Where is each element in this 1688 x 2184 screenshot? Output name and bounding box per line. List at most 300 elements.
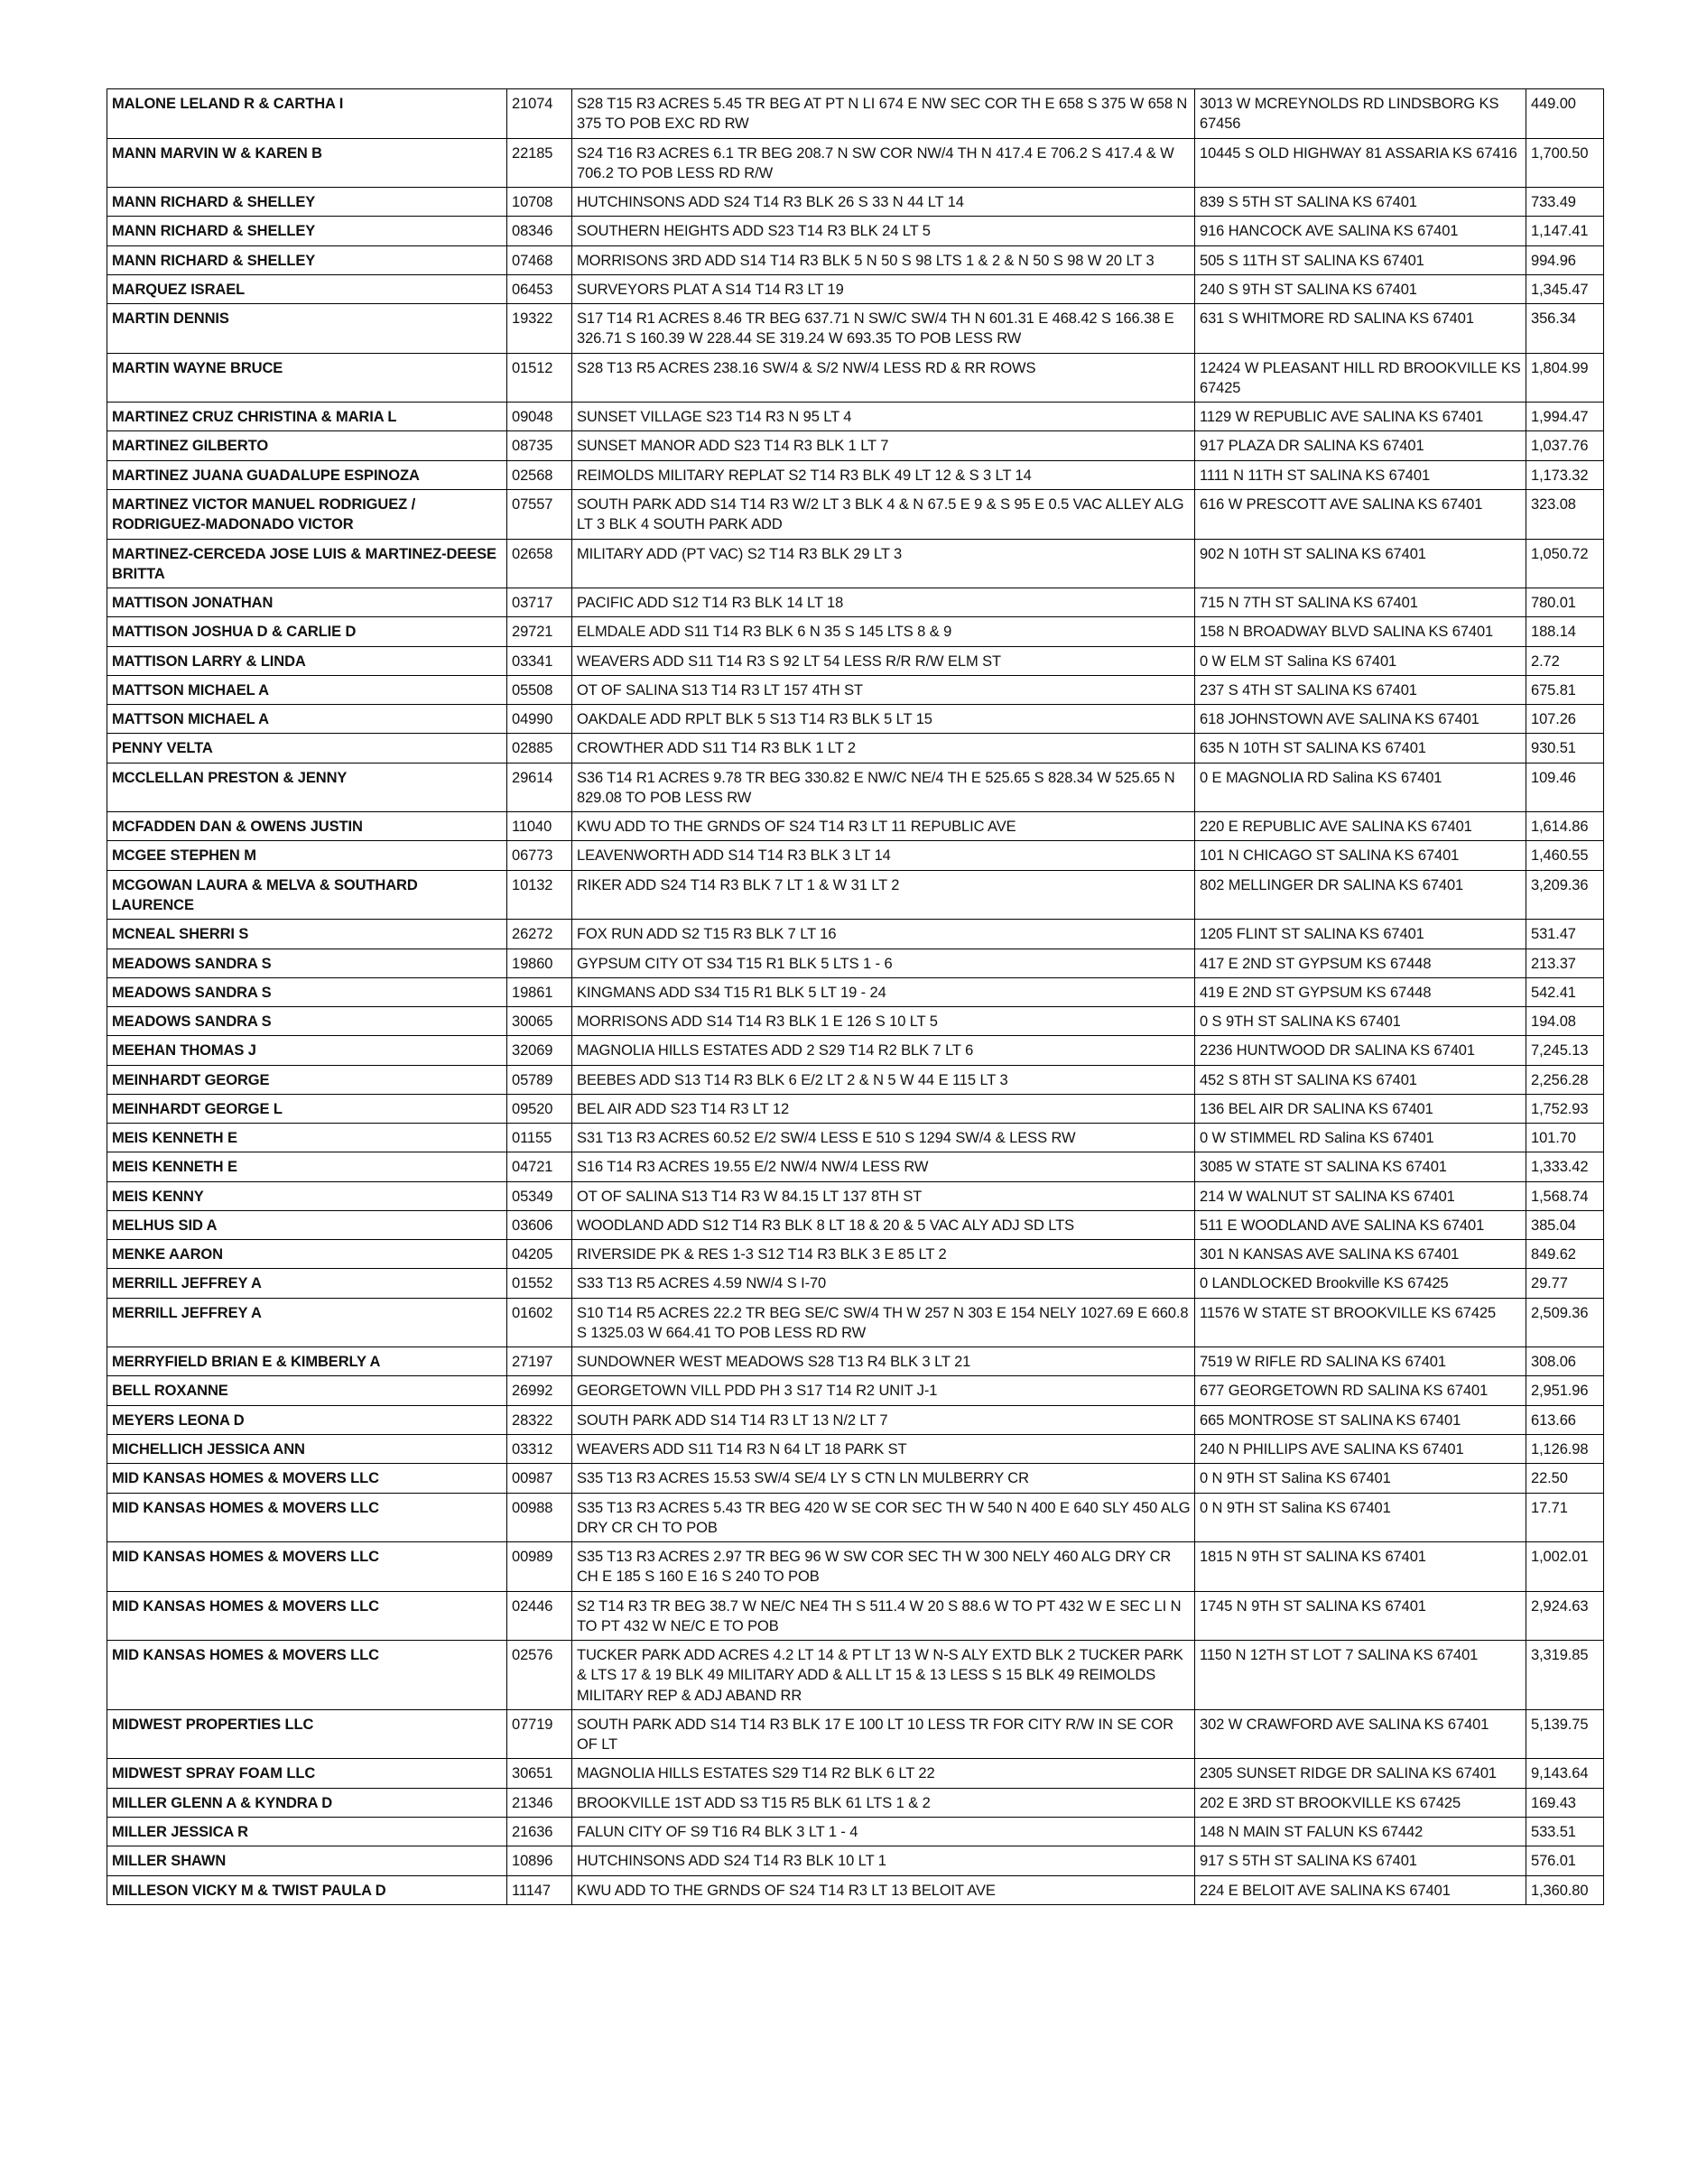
property-address-cell: 0 LANDLOCKED Brookville KS 67425 [1195,1269,1526,1298]
property-address-cell: 237 S 4TH ST SALINA KS 67401 [1195,675,1526,704]
owner-name-cell: PENNY VELTA [107,734,507,763]
tax-amount-cell: 22.50 [1526,1464,1604,1493]
tax-amount-cell: 1,460.55 [1526,841,1604,870]
legal-description-cell: S35 T13 R3 ACRES 5.43 TR BEG 420 W SE COR SEC TH W 540 N 400 E 640 SLY 450 ALG DRY CR CH TO POB [572,1493,1195,1542]
legal-description-cell: BEEBES ADD S13 T14 R3 BLK 6 E/2 LT 2 & N 5 W 44 E 115 LT 3 [572,1065,1195,1094]
account-number-cell: 07468 [507,245,572,274]
owner-name-cell: MID KANSAS HOMES & MOVERS LLC [107,1542,507,1592]
property-address-cell: 917 S 5TH ST SALINA KS 67401 [1195,1846,1526,1875]
legal-description-cell: HUTCHINSONS ADD S24 T14 R3 BLK 10 LT 1 [572,1846,1195,1875]
legal-description-cell: OT OF SALINA S13 T14 R3 LT 157 4TH ST [572,675,1195,704]
owner-name-cell: MEADOWS SANDRA S [107,1007,507,1036]
property-address-cell: 1815 N 9TH ST SALINA KS 67401 [1195,1542,1526,1592]
table-row [107,1094,1604,1123]
table-row [107,489,1604,539]
property-address-cell: 0 W ELM ST Salina KS 67401 [1195,646,1526,675]
account-number-cell: 26272 [507,920,572,949]
owner-name-cell: MCCLELLAN PRESTON & JENNY [107,763,507,812]
owner-name-cell: BELL ROXANNE [107,1376,507,1405]
table-row [107,870,1604,920]
property-address-cell: 635 N 10TH ST SALINA KS 67401 [1195,734,1526,763]
tax-amount-cell: 385.04 [1526,1210,1604,1239]
account-number-cell: 01512 [507,353,572,403]
tax-amount-cell: 930.51 [1526,734,1604,763]
owner-name-cell: MEINHARDT GEORGE [107,1065,507,1094]
legal-description-cell: OAKDALE ADD RPLT BLK 5 S13 T14 R3 BLK 5 LT 15 [572,705,1195,734]
property-address-cell: 419 E 2ND ST GYPSUM KS 67448 [1195,977,1526,1006]
property-address-cell: 839 S 5TH ST SALINA KS 67401 [1195,188,1526,217]
tax-amount-cell: 1,345.47 [1526,274,1604,303]
property-address-cell: 417 E 2ND ST GYPSUM KS 67448 [1195,949,1526,977]
tax-amount-cell: 1,994.47 [1526,403,1604,431]
property-address-cell: 452 S 8TH ST SALINA KS 67401 [1195,1065,1526,1094]
legal-description-cell: S24 T16 R3 ACRES 6.1 TR BEG 208.7 N SW COR NW/4 TH N 417.4 E 706.2 S 417.4 & W 706.2 TO POB LESS RD R/W [572,138,1195,188]
tax-amount-cell: 2,509.36 [1526,1298,1604,1347]
table-row [107,763,1604,812]
tax-amount-cell: 9,143.64 [1526,1759,1604,1788]
account-number-cell: 02658 [507,539,572,588]
property-address-cell: 0 S 9TH ST SALINA KS 67401 [1195,1007,1526,1036]
property-address-cell: 214 W WALNUT ST SALINA KS 67401 [1195,1181,1526,1210]
owner-name-cell: MIDWEST SPRAY FOAM LLC [107,1759,507,1788]
legal-description-cell: WOODLAND ADD S12 T14 R3 BLK 8 LT 18 & 20 & 5 VAC ALY ADJ SD LTS [572,1210,1195,1239]
legal-description-cell: S28 T15 R3 ACRES 5.45 TR BEG AT PT N LI 674 E NW SEC COR TH E 658 S 375 W 658 N 375 TO POB EXC RD RW [572,89,1195,139]
tax-amount-cell: 1,147.41 [1526,217,1604,245]
tax-amount-cell: 1,173.32 [1526,460,1604,489]
tax-amount-cell: 213.37 [1526,949,1604,977]
owner-name-cell: MENKE AARON [107,1240,507,1269]
tax-amount-cell: 107.26 [1526,705,1604,734]
owner-name-cell: MILLER GLENN A & KYNDRA D [107,1788,507,1817]
tax-amount-cell: 3,209.36 [1526,870,1604,920]
account-number-cell: 26992 [507,1376,572,1405]
account-number-cell: 10708 [507,188,572,217]
tax-amount-cell: 542.41 [1526,977,1604,1006]
table-row [107,1464,1604,1493]
tax-amount-cell: 1,126.98 [1526,1435,1604,1464]
tax-amount-cell: 1,360.80 [1526,1875,1604,1904]
legal-description-cell: GEORGETOWN VILL PDD PH 3 S17 T14 R2 UNIT J-1 [572,1376,1195,1405]
owner-name-cell: MILLER SHAWN [107,1846,507,1875]
account-number-cell: 03341 [507,646,572,675]
property-address-cell: 677 GEORGETOWN RD SALINA KS 67401 [1195,1376,1526,1405]
table-row [107,705,1604,734]
account-number-cell: 01155 [507,1124,572,1152]
legal-description-cell: FOX RUN ADD S2 T15 R3 BLK 7 LT 16 [572,920,1195,949]
tax-amount-cell: 1,050.72 [1526,539,1604,588]
owner-name-cell: MARTINEZ CRUZ CHRISTINA & MARIA L [107,403,507,431]
table-row [107,1007,1604,1036]
account-number-cell: 02446 [507,1591,572,1641]
owner-name-cell: MID KANSAS HOMES & MOVERS LLC [107,1591,507,1641]
table-row [107,977,1604,1006]
legal-description-cell: SOUTH PARK ADD S14 T14 R3 LT 13 N/2 LT 7 [572,1405,1195,1434]
owner-name-cell: MILLER JESSICA R [107,1818,507,1846]
table-row [107,588,1604,617]
tax-amount-cell: 1,614.86 [1526,812,1604,841]
legal-description-cell: SURVEYORS PLAT A S14 T14 R3 LT 19 [572,274,1195,303]
table-row [107,188,1604,217]
account-number-cell: 05508 [507,675,572,704]
tax-amount-cell: 2,256.28 [1526,1065,1604,1094]
owner-name-cell: MATTSON MICHAEL A [107,705,507,734]
legal-description-cell: KWU ADD TO THE GRNDS OF S24 T14 R3 LT 13 BELOIT AVE [572,1875,1195,1904]
account-number-cell: 05349 [507,1181,572,1210]
legal-description-cell: TUCKER PARK ADD ACRES 4.2 LT 14 & PT LT 13 W N-S ALY EXTD BLK 2 TUCKER PARK & LTS 17 & 19 BLK 49 MILITARY ADD & ALL LT 15 & 13 LESS S 15 BLK 49 REIMOLDS MILITARY REP & ADJ ABAND RR [572,1641,1195,1710]
tax-amount-cell: 1,804.99 [1526,353,1604,403]
legal-description-cell: SOUTHERN HEIGHTS ADD S23 T14 R3 BLK 24 LT 5 [572,217,1195,245]
table-row [107,539,1604,588]
account-number-cell: 21636 [507,1818,572,1846]
account-number-cell: 32069 [507,1036,572,1065]
legal-description-cell: MILITARY ADD (PT VAC) S2 T14 R3 BLK 29 LT 3 [572,539,1195,588]
table-row [107,353,1604,403]
owner-name-cell: MCNEAL SHERRI S [107,920,507,949]
legal-description-cell: MORRISONS ADD S14 T14 R3 BLK 1 E 126 S 10 LT 5 [572,1007,1195,1036]
account-number-cell: 00989 [507,1542,572,1592]
account-number-cell: 19860 [507,949,572,977]
account-number-cell: 02885 [507,734,572,763]
property-address-cell: 917 PLAZA DR SALINA KS 67401 [1195,431,1526,460]
account-number-cell: 04990 [507,705,572,734]
table-row [107,304,1604,354]
legal-description-cell: S10 T14 R5 ACRES 22.2 TR BEG SE/C SW/4 TH W 257 N 303 E 154 NELY 1027.69 E 660.8 S 1325.03 W 664.41 TO POB LESS RD RW [572,1298,1195,1347]
property-address-cell: 11576 W STATE ST BROOKVILLE KS 67425 [1195,1298,1526,1347]
legal-description-cell: RIKER ADD S24 T14 R3 BLK 7 LT 1 & W 31 LT 2 [572,870,1195,920]
table-row [107,1298,1604,1347]
table-row [107,1788,1604,1817]
legal-description-cell: S36 T14 R1 ACRES 9.78 TR BEG 330.82 E NW/C NE/4 TH E 525.65 S 828.34 W 525.65 N 829.08 TO POB LESS RW [572,763,1195,812]
account-number-cell: 21346 [507,1788,572,1817]
property-address-cell: 12424 W PLEASANT HILL RD BROOKVILLE KS 67425 [1195,353,1526,403]
table-row [107,675,1604,704]
owner-name-cell: MID KANSAS HOMES & MOVERS LLC [107,1641,507,1710]
table-row [107,1818,1604,1846]
table-row [107,274,1604,303]
tax-amount-cell: 849.62 [1526,1240,1604,1269]
property-address-cell: 101 N CHICAGO ST SALINA KS 67401 [1195,841,1526,870]
legal-description-cell: WEAVERS ADD S11 T14 R3 S 92 LT 54 LESS R/R R/W ELM ST [572,646,1195,675]
table-row [107,646,1604,675]
owner-name-cell: MATTISON JONATHAN [107,588,507,617]
legal-description-cell: SUNSET MANOR ADD S23 T14 R3 BLK 1 LT 7 [572,431,1195,460]
property-address-cell: 1129 W REPUBLIC AVE SALINA KS 67401 [1195,403,1526,431]
property-address-cell: 240 N PHILLIPS AVE SALINA KS 67401 [1195,1435,1526,1464]
account-number-cell: 21074 [507,89,572,139]
tax-amount-cell: 1,037.76 [1526,431,1604,460]
tax-amount-cell: 613.66 [1526,1405,1604,1434]
table-row [107,1875,1604,1904]
delinquent-tax-table [107,88,1604,1905]
owner-name-cell: MARTIN WAYNE BRUCE [107,353,507,403]
table-body [107,89,1604,1905]
table-row [107,1210,1604,1239]
legal-description-cell: MAGNOLIA HILLS ESTATES S29 T14 R2 BLK 6 LT 22 [572,1759,1195,1788]
account-number-cell: 02576 [507,1641,572,1710]
property-address-cell: 505 S 11TH ST SALINA KS 67401 [1195,245,1526,274]
property-address-cell: 10445 S OLD HIGHWAY 81 ASSARIA KS 67416 [1195,138,1526,188]
owner-name-cell: MARTIN DENNIS [107,304,507,354]
account-number-cell: 11147 [507,1875,572,1904]
owner-name-cell: MALONE LELAND R & CARTHA I [107,89,507,139]
tax-amount-cell: 1,568.74 [1526,1181,1604,1210]
tax-amount-cell: 3,319.85 [1526,1641,1604,1710]
legal-description-cell: HUTCHINSONS ADD S24 T14 R3 BLK 26 S 33 N 44 LT 14 [572,188,1195,217]
owner-name-cell: MEIS KENNETH E [107,1124,507,1152]
table-row [107,812,1604,841]
account-number-cell: 00988 [507,1493,572,1542]
property-address-cell: 715 N 7TH ST SALINA KS 67401 [1195,588,1526,617]
property-address-cell: 802 MELLINGER DR SALINA KS 67401 [1195,870,1526,920]
account-number-cell: 08735 [507,431,572,460]
tax-amount-cell: 2,951.96 [1526,1376,1604,1405]
property-address-cell: 0 N 9TH ST Salina KS 67401 [1195,1493,1526,1542]
table-row [107,1709,1604,1759]
property-address-cell: 0 W STIMMEL RD Salina KS 67401 [1195,1124,1526,1152]
table-row [107,89,1604,139]
tax-amount-cell: 533.51 [1526,1818,1604,1846]
account-number-cell: 03312 [507,1435,572,1464]
legal-description-cell: S33 T13 R5 ACRES 4.59 NW/4 S I-70 [572,1269,1195,1298]
table-row [107,920,1604,949]
owner-name-cell: MANN RICHARD & SHELLEY [107,217,507,245]
owner-name-cell: MEADOWS SANDRA S [107,949,507,977]
property-address-cell: 220 E REPUBLIC AVE SALINA KS 67401 [1195,812,1526,841]
tax-amount-cell: 2.72 [1526,646,1604,675]
property-address-cell: 1745 N 9TH ST SALINA KS 67401 [1195,1591,1526,1641]
legal-description-cell: S16 T14 R3 ACRES 19.55 E/2 NW/4 NW/4 LESS RW [572,1152,1195,1181]
tax-amount-cell: 994.96 [1526,245,1604,274]
account-number-cell: 29614 [507,763,572,812]
account-number-cell: 04205 [507,1240,572,1269]
property-address-cell: 158 N BROADWAY BLVD SALINA KS 67401 [1195,617,1526,646]
property-address-cell: 631 S WHITMORE RD SALINA KS 67401 [1195,304,1526,354]
owner-name-cell: MARTINEZ VICTOR MANUEL RODRIGUEZ / RODRIGUEZ-MADONADO VICTOR [107,489,507,539]
tax-amount-cell: 449.00 [1526,89,1604,139]
legal-description-cell: SOUTH PARK ADD S14 T14 R3 W/2 LT 3 BLK 4 & N 67.5 E 9 & S 95 E 0.5 VAC ALLEY ALG LT 3 BLK 4 SOUTH PARK ADD [572,489,1195,539]
owner-name-cell: MATTSON MICHAEL A [107,675,507,704]
table-row [107,1591,1604,1641]
owner-name-cell: MID KANSAS HOMES & MOVERS LLC [107,1493,507,1542]
owner-name-cell: MERRILL JEFFREY A [107,1298,507,1347]
legal-description-cell: SOUTH PARK ADD S14 T14 R3 BLK 17 E 100 LT 10 LESS TR FOR CITY R/W IN SE COR OF LT [572,1709,1195,1759]
tax-amount-cell: 7,245.13 [1526,1036,1604,1065]
tax-amount-cell: 17.71 [1526,1493,1604,1542]
account-number-cell: 08346 [507,217,572,245]
account-number-cell: 28322 [507,1405,572,1434]
tax-amount-cell: 169.43 [1526,1788,1604,1817]
delinquent-tax-list-page [107,88,1587,1905]
tax-amount-cell: 780.01 [1526,588,1604,617]
legal-description-cell: S35 T13 R3 ACRES 15.53 SW/4 SE/4 LY S CTN LN MULBERRY CR [572,1464,1195,1493]
table-row [107,1493,1604,1542]
property-address-cell: 148 N MAIN ST FALUN KS 67442 [1195,1818,1526,1846]
table-row [107,403,1604,431]
owner-name-cell: MCGOWAN LAURA & MELVA & SOUTHARD LAURENCE [107,870,507,920]
table-row [107,1036,1604,1065]
property-address-cell: 202 E 3RD ST BROOKVILLE KS 67425 [1195,1788,1526,1817]
account-number-cell: 10132 [507,870,572,920]
legal-description-cell: S2 T14 R3 TR BEG 38.7 W NE/C NE4 TH S 511.4 W 20 S 88.6 W TO PT 432 W E SEC LI N TO PT 432 W NE/C E TO POB [572,1591,1195,1641]
account-number-cell: 02568 [507,460,572,489]
account-number-cell: 01602 [507,1298,572,1347]
legal-description-cell: KINGMANS ADD S34 T15 R1 BLK 5 LT 19 - 24 [572,977,1195,1006]
legal-description-cell: FALUN CITY OF S9 T16 R4 BLK 3 LT 1 - 4 [572,1818,1195,1846]
account-number-cell: 06453 [507,274,572,303]
owner-name-cell: MARTINEZ-CERCEDA JOSE LUIS & MARTINEZ-DEESE BRITTA [107,539,507,588]
owner-name-cell: MANN RICHARD & SHELLEY [107,188,507,217]
owner-name-cell: MEINHARDT GEORGE L [107,1094,507,1123]
owner-name-cell: MCFADDEN DAN & OWENS JUSTIN [107,812,507,841]
account-number-cell: 10896 [507,1846,572,1875]
property-address-cell: 618 JOHNSTOWN AVE SALINA KS 67401 [1195,705,1526,734]
legal-description-cell: S31 T13 R3 ACRES 60.52 E/2 SW/4 LESS E 510 S 1294 SW/4 & LESS RW [572,1124,1195,1152]
legal-description-cell: ELMDALE ADD S11 T14 R3 BLK 6 N 35 S 145 LTS 8 & 9 [572,617,1195,646]
table-row [107,138,1604,188]
tax-amount-cell: 356.34 [1526,304,1604,354]
table-row [107,1759,1604,1788]
owner-name-cell: MID KANSAS HOMES & MOVERS LLC [107,1464,507,1493]
tax-amount-cell: 733.49 [1526,188,1604,217]
tax-amount-cell: 5,139.75 [1526,1709,1604,1759]
table-row [107,1641,1604,1710]
table-row [107,1542,1604,1592]
table-row [107,1124,1604,1152]
property-address-cell: 3013 W MCREYNOLDS RD LINDSBORG KS 67456 [1195,89,1526,139]
account-number-cell: 07719 [507,1709,572,1759]
account-number-cell: 03717 [507,588,572,617]
table-row [107,1347,1604,1376]
owner-name-cell: MARTINEZ JUANA GUADALUPE ESPINOZA [107,460,507,489]
property-address-cell: 136 BEL AIR DR SALINA KS 67401 [1195,1094,1526,1123]
account-number-cell: 05789 [507,1065,572,1094]
tax-amount-cell: 109.46 [1526,763,1604,812]
owner-name-cell: MIDWEST PROPERTIES LLC [107,1709,507,1759]
property-address-cell: 0 N 9TH ST Salina KS 67401 [1195,1464,1526,1493]
tax-amount-cell: 1,333.42 [1526,1152,1604,1181]
owner-name-cell: MARQUEZ ISRAEL [107,274,507,303]
table-row [107,1269,1604,1298]
owner-name-cell: MEIS KENNETH E [107,1152,507,1181]
owner-name-cell: MATTISON JOSHUA D & CARLIE D [107,617,507,646]
property-address-cell: 916 HANCOCK AVE SALINA KS 67401 [1195,217,1526,245]
table-row [107,1376,1604,1405]
property-address-cell: 2236 HUNTWOOD DR SALINA KS 67401 [1195,1036,1526,1065]
table-row [107,245,1604,274]
account-number-cell: 22185 [507,138,572,188]
owner-name-cell: MEADOWS SANDRA S [107,977,507,1006]
account-number-cell: 30651 [507,1759,572,1788]
tax-amount-cell: 1,002.01 [1526,1542,1604,1592]
legal-description-cell: OT OF SALINA S13 T14 R3 W 84.15 LT 137 8TH ST [572,1181,1195,1210]
legal-description-cell: REIMOLDS MILITARY REPLAT S2 T14 R3 BLK 49 LT 12 & S 3 LT 14 [572,460,1195,489]
property-address-cell: 665 MONTROSE ST SALINA KS 67401 [1195,1405,1526,1434]
account-number-cell: 01552 [507,1269,572,1298]
table-row [107,1846,1604,1875]
owner-name-cell: MILLESON VICKY M & TWIST PAULA D [107,1875,507,1904]
owner-name-cell: MEEHAN THOMAS J [107,1036,507,1065]
table-row [107,1181,1604,1210]
legal-description-cell: S17 T14 R1 ACRES 8.46 TR BEG 637.71 N SW/C SW/4 TH N 601.31 E 468.42 S 166.38 E 326.71 S 160.39 W 228.44 SE 319.24 W 693.35 TO POB LESS RW [572,304,1195,354]
legal-description-cell: MORRISONS 3RD ADD S14 T14 R3 BLK 5 N 50 S 98 LTS 1 & 2 & N 50 S 98 W 20 LT 3 [572,245,1195,274]
account-number-cell: 03606 [507,1210,572,1239]
legal-description-cell: BEL AIR ADD S23 T14 R3 LT 12 [572,1094,1195,1123]
account-number-cell: 07557 [507,489,572,539]
legal-description-cell: SUNDOWNER WEST MEADOWS S28 T13 R4 BLK 3 LT 21 [572,1347,1195,1376]
legal-description-cell: PACIFIC ADD S12 T14 R3 BLK 14 LT 18 [572,588,1195,617]
account-number-cell: 09048 [507,403,572,431]
table-row [107,841,1604,870]
table-row [107,617,1604,646]
table-row [107,1405,1604,1434]
property-address-cell: 3085 W STATE ST SALINA KS 67401 [1195,1152,1526,1181]
account-number-cell: 29721 [507,617,572,646]
owner-name-cell: MERRYFIELD BRIAN E & KIMBERLY A [107,1347,507,1376]
owner-name-cell: MEIS KENNY [107,1181,507,1210]
property-address-cell: 2305 SUNSET RIDGE DR SALINA KS 67401 [1195,1759,1526,1788]
table-row [107,1065,1604,1094]
tax-amount-cell: 323.08 [1526,489,1604,539]
tax-amount-cell: 1,752.93 [1526,1094,1604,1123]
account-number-cell: 04721 [507,1152,572,1181]
tax-amount-cell: 29.77 [1526,1269,1604,1298]
tax-amount-cell: 576.01 [1526,1846,1604,1875]
tax-amount-cell: 1,700.50 [1526,138,1604,188]
property-address-cell: 1150 N 12TH ST LOT 7 SALINA KS 67401 [1195,1641,1526,1710]
legal-description-cell: KWU ADD TO THE GRNDS OF S24 T14 R3 LT 11 REPUBLIC AVE [572,812,1195,841]
legal-description-cell: WEAVERS ADD S11 T14 R3 N 64 LT 18 PARK ST [572,1435,1195,1464]
table-row [107,949,1604,977]
table-row [107,1240,1604,1269]
table-row [107,460,1604,489]
owner-name-cell: MICHELLICH JESSICA ANN [107,1435,507,1464]
property-address-cell: 224 E BELOIT AVE SALINA KS 67401 [1195,1875,1526,1904]
property-address-cell: 301 N KANSAS AVE SALINA KS 67401 [1195,1240,1526,1269]
property-address-cell: 616 W PRESCOTT AVE SALINA KS 67401 [1195,489,1526,539]
legal-description-cell: GYPSUM CITY OT S34 T15 R1 BLK 5 LTS 1 - 6 [572,949,1195,977]
property-address-cell: 302 W CRAWFORD AVE SALINA KS 67401 [1195,1709,1526,1759]
property-address-cell: 0 E MAGNOLIA RD Salina KS 67401 [1195,763,1526,812]
account-number-cell: 30065 [507,1007,572,1036]
owner-name-cell: MEYERS LEONA D [107,1405,507,1434]
tax-amount-cell: 531.47 [1526,920,1604,949]
account-number-cell: 09520 [507,1094,572,1123]
account-number-cell: 11040 [507,812,572,841]
legal-description-cell: BROOKVILLE 1ST ADD S3 T15 R5 BLK 61 LTS 1 & 2 [572,1788,1195,1817]
table-row [107,431,1604,460]
tax-amount-cell: 101.70 [1526,1124,1604,1152]
account-number-cell: 27197 [507,1347,572,1376]
legal-description-cell: LEAVENWORTH ADD S14 T14 R3 BLK 3 LT 14 [572,841,1195,870]
owner-name-cell: MCGEE STEPHEN M [107,841,507,870]
tax-amount-cell: 188.14 [1526,617,1604,646]
owner-name-cell: MARTINEZ GILBERTO [107,431,507,460]
property-address-cell: 511 E WOODLAND AVE SALINA KS 67401 [1195,1210,1526,1239]
property-address-cell: 1111 N 11TH ST SALINA KS 67401 [1195,460,1526,489]
legal-description-cell: SUNSET VILLAGE S23 T14 R3 N 95 LT 4 [572,403,1195,431]
tax-amount-cell: 308.06 [1526,1347,1604,1376]
table-row [107,217,1604,245]
legal-description-cell: CROWTHER ADD S11 T14 R3 BLK 1 LT 2 [572,734,1195,763]
property-address-cell: 7519 W RIFLE RD SALINA KS 67401 [1195,1347,1526,1376]
property-address-cell: 902 N 10TH ST SALINA KS 67401 [1195,539,1526,588]
table-row [107,1435,1604,1464]
owner-name-cell: MERRILL JEFFREY A [107,1269,507,1298]
account-number-cell: 00987 [507,1464,572,1493]
account-number-cell: 19861 [507,977,572,1006]
table-row [107,734,1604,763]
account-number-cell: 19322 [507,304,572,354]
